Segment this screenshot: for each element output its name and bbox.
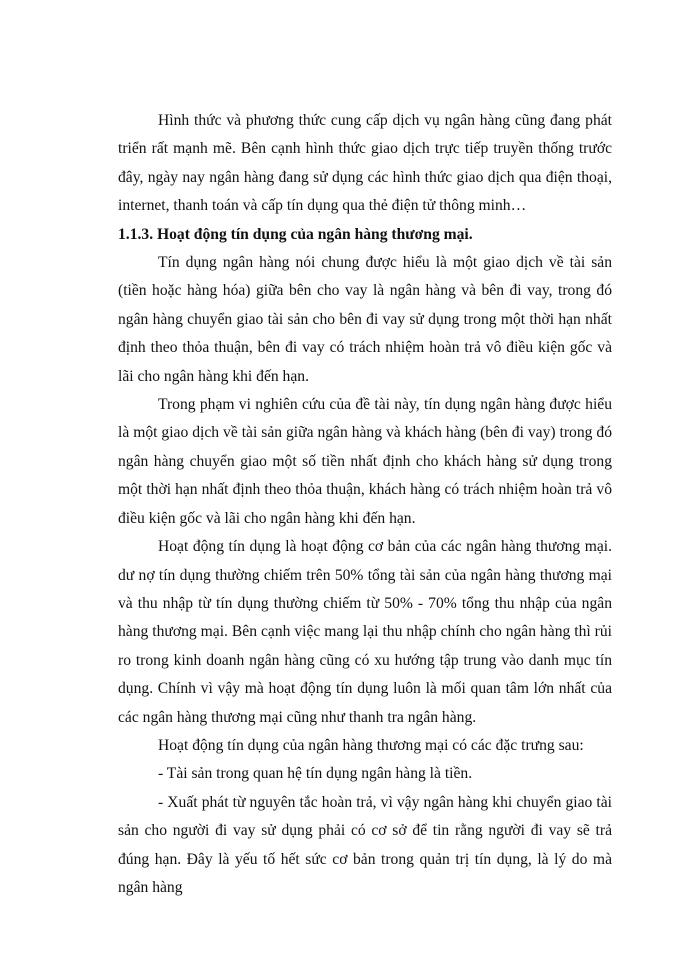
- paragraph-service-forms: Hình thức và phương thức cung cấp dịch vụ ngân hàng cũng đang phát triển rất mạnh mẽ. Bên cạnh hình thức giao dịch trực tiếp truyền thống trước đây, ngày nay ngân hàng đang sử dụng các hình thức giao dịch qua điện thoại, internet, thanh toán và cấp tín dụng qua thẻ điện tử thông minh…: [118, 112, 612, 215]
- list-item-asset-is-money: - Tài sản trong quan hệ tín dụng ngân hàng là tiền.: [158, 765, 473, 783]
- section-heading-credit-activity: 1.1.3. Hoạt động tín dụng của ngân hàng thương mại.: [118, 225, 473, 243]
- document-body: [118, 107, 612, 902]
- paragraph-credit-definition: Tín dụng ngân hàng nói chung được hiểu là một giao dịch về tài sản (tiền hoặc hàng hóa) giữa bên cho vay là ngân hàng và bên đi vay, trong đó ngân hàng chuyển giao tài sản cho bên đi vay sử dụng trong một thời hạn nhất định theo thỏa thuận, bên đi vay có trách nhiệm hoàn trả vô điều kiện gốc và lãi cho ngân hàng khi đến hạn.: [118, 254, 612, 385]
- list-item-repayment-principle: - Xuất phát từ nguyên tắc hoàn trả, vì vậy ngân hàng khi chuyển giao tài sản cho người đi vay sử dụng phải có cơ sở để tin rằng người đi vay sẽ trả đúng hạn. Đây là yếu tố hết sức cơ bản trong quản trị tín dụng, là lý do mà ngân hàng: [118, 793, 612, 896]
- paragraph-credit-importance: Hoạt động tín dụng là hoạt động cơ bản của các ngân hàng thương mại. dư nợ tín dụng thường chiếm trên 50% tổng tài sản của ngân hàng thương mại và thu nhập từ tín dụng thường chiếm từ 50% - 70% tổng thu nhập của ngân hàng thương mại. Bên cạnh việc mang lại thu nhập chính cho ngân hàng thì rủi ro trong kinh doanh ngân hàng cũng có xu hướng tập trung vào danh mục tín dụng. Chính vì vậy mà hoạt động tín dụng luôn là mối quan tâm lớn nhất của các ngân hàng thương mại cũng như thanh tra ngân hàng.: [118, 538, 612, 726]
- paragraph-research-scope: Trong phạm vi nghiên cứu của đề tài này, tín dụng ngân hàng được hiểu là một giao dịch về tài sản giữa ngân hàng và khách hàng (bên đi vay) trong đó ngân hàng chuyển giao một số tiền nhất định cho khách hàng sử dụng trong một thời hạn nhất định theo thỏa thuận, khách hàng có trách nhiệm hoàn trả vô điều kiện gốc và lãi cho ngân hàng khi đến hạn.: [118, 396, 612, 527]
- paragraph-characteristics-intro: Hoạt động tín dụng của ngân hàng thương mại có các đặc trưng sau:: [158, 736, 584, 754]
